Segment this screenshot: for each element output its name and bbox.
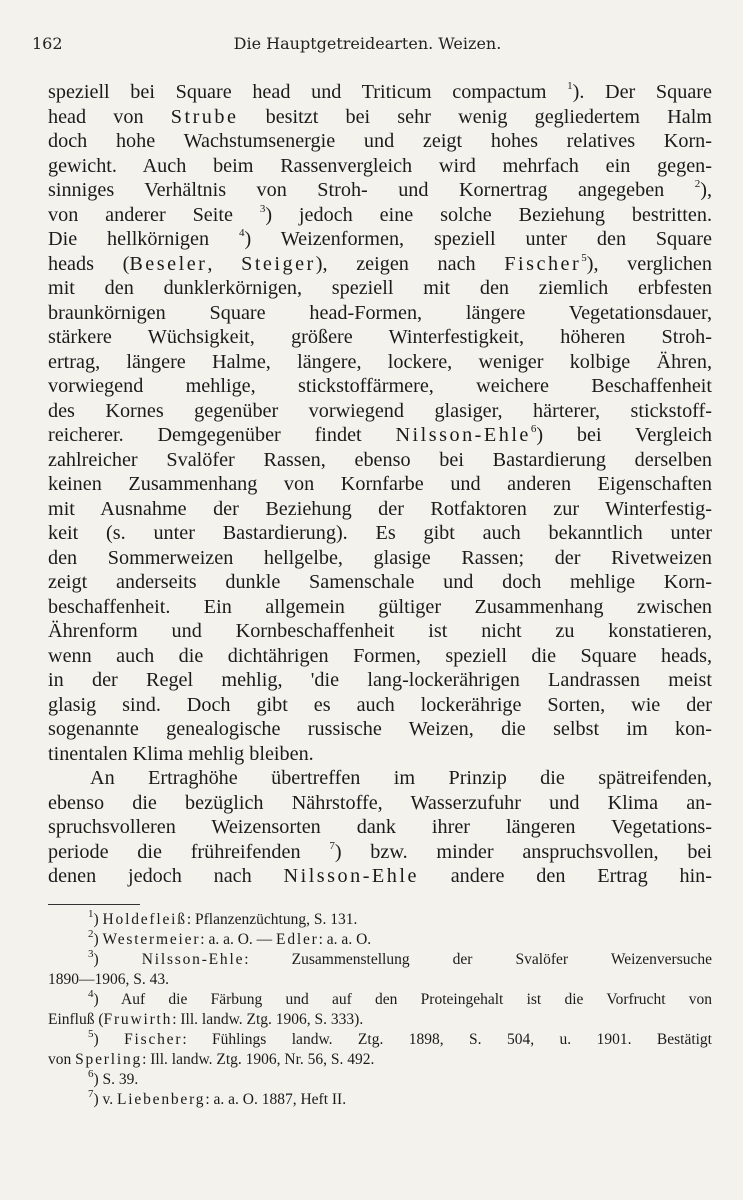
text-run: andere den Ertrag hin- xyxy=(418,865,712,887)
text-line xyxy=(48,815,712,840)
text-run: vorwiegend mehlige, stickstoffärmere, weichere Beschaffenheit xyxy=(48,375,712,397)
footnote-ref: 7 xyxy=(88,1087,94,1100)
text-run: An Ertraghöhe übertreffen im Prinzip die spätreifenden, xyxy=(90,767,712,789)
text-run: ebenso die bezüglich Nährstoffe, Wasserzufuhr und Klima an- xyxy=(48,791,712,814)
footnote-line xyxy=(48,1067,712,1090)
text-run: ) bei Vergleich xyxy=(536,424,713,446)
text-run: glasig sind. Doch gibt es auch lockerährige Sorten, wie der xyxy=(48,693,712,716)
text-line xyxy=(48,864,712,889)
text-run: : a. a. O. xyxy=(318,931,372,948)
footnote-rule xyxy=(48,904,140,905)
text-line xyxy=(48,472,712,497)
text-line xyxy=(48,276,712,301)
author-name: Holdefleiß xyxy=(102,911,187,928)
text-run: : Ill. landw. Ztg. 1906, S. 333). xyxy=(172,1011,364,1028)
text-run: ) xyxy=(93,1031,125,1048)
text-run: von xyxy=(48,1051,76,1068)
author-name: Nilsson-Ehle xyxy=(395,424,531,446)
footnote-ref: 6 xyxy=(530,423,537,436)
text-line xyxy=(48,619,712,644)
text-run: ) v. xyxy=(93,1091,118,1108)
footnote-ref: 2 xyxy=(88,927,94,940)
text-run: Einfluß ( xyxy=(48,1011,104,1028)
text-run: mit den dunklerkörnigen, speziell mit den ziemlich erbfesten xyxy=(48,277,712,299)
text-run: ertrag, längere Halme, längere, lockere, weniger kolbige Ähren, xyxy=(48,350,712,373)
text-line xyxy=(48,350,712,375)
running-title: Die Hauptgetreidearten. Weizen. xyxy=(233,34,502,53)
text-line xyxy=(48,301,712,326)
text-run: ) Auf die Färbung und auf den Proteingehalt ist die Vorfrucht von xyxy=(93,991,712,1008)
text-line xyxy=(48,791,712,816)
author-name: Steiger xyxy=(241,252,316,275)
text-run: head von xyxy=(48,105,171,128)
author-name: Strube xyxy=(170,105,239,128)
text-run: sogenannte genealogische russische Weizen, die selbst im kon- xyxy=(48,718,712,740)
text-run: besitzt bei sehr wenig gegliedertem Halm xyxy=(238,105,712,128)
text-run: von anderer Seite xyxy=(48,203,260,226)
text-line xyxy=(48,521,712,546)
text-run: : Fühlings landw. Ztg. 1898, S. 504, u. 1901. Bestätigt xyxy=(182,1031,712,1048)
text-run: sinniges Verhältnis von Stroh- und Kornertrag angegeben xyxy=(48,179,695,201)
text-line xyxy=(48,595,712,620)
author-name: Beseler xyxy=(129,252,208,275)
author-name: Fischer xyxy=(504,252,582,275)
text-run: keinen Zusammenhang von Kornfarbe und anderen Eigenschaften xyxy=(48,473,712,495)
text-run: braunkörnigen Square head-Formen, längere Vegetationsdauer, xyxy=(48,301,712,324)
text-line xyxy=(48,497,712,522)
text-run: heads ( xyxy=(48,252,130,275)
footnote-line xyxy=(48,927,712,950)
footnote-ref: 1 xyxy=(567,80,573,93)
footnote-line xyxy=(48,1050,712,1070)
text-line xyxy=(48,717,712,742)
footnote-line xyxy=(48,1010,712,1030)
text-run: ) jedoch eine solche Beziehung bestritten. xyxy=(265,203,712,226)
text-run: , xyxy=(207,252,242,275)
text-run: gewicht. Auch beim Rassenvergleich wird mehrfach ein gegen- xyxy=(48,154,712,177)
text-run: : Ill. landw. Ztg. 1906, Nr. 56, S. 492. xyxy=(142,1051,375,1068)
text-run: speziell bei Square head und Triticum compactum xyxy=(48,81,568,103)
footnote-line xyxy=(48,987,712,1010)
footnote-line xyxy=(48,1087,712,1110)
text-run: : Zusammenstellung der Svalöfer Weizenversuche xyxy=(244,951,712,968)
text-run: ), zeigen nach xyxy=(315,252,505,275)
text-run: Ährenform und Kornbeschaffenheit ist nicht zu konstatieren, xyxy=(48,620,712,642)
footnote-line xyxy=(48,907,712,930)
footnote-ref: 4 xyxy=(88,987,94,1000)
text-line xyxy=(48,546,712,571)
text-run: beschaffenheit. Ein allgemein gültiger Zusammenhang zwischen xyxy=(48,595,712,618)
text-line xyxy=(48,105,712,130)
text-line xyxy=(48,325,712,350)
text-line xyxy=(48,178,712,203)
text-run: mit Ausnahme der Beziehung der Rotfaktoren zur Winterfestig- xyxy=(48,497,712,520)
text-line xyxy=(48,129,712,154)
author-name: Fischer xyxy=(124,1031,183,1048)
text-run: stärkere Wüchsigkeit, größere Winterfestigkeit, höheren Stroh- xyxy=(48,326,712,348)
text-run: den Sommerweizen hellgelbe, glasige Rassen; der Rivetweizen xyxy=(48,546,712,569)
author-name: Fruwirth xyxy=(103,1011,173,1028)
footnote-ref: 3 xyxy=(88,947,94,960)
text-line xyxy=(48,80,712,105)
author-name: Nilsson-Ehle xyxy=(141,951,245,968)
footnote-ref: 5 xyxy=(581,251,587,264)
footnote-ref: 6 xyxy=(88,1067,94,1080)
text-line xyxy=(48,742,712,767)
text-run: wenn auch die dichtährigen Formen, speziell die Square heads, xyxy=(48,644,712,667)
footnote-ref: 5 xyxy=(88,1027,94,1040)
text-run: ) bzw. minder anspruchsvollen, bei xyxy=(334,840,713,863)
text-line xyxy=(48,570,712,595)
text-run: doch hohe Wachstumsenergie und zeigt hohes relatives Korn- xyxy=(48,130,712,152)
text-line xyxy=(48,399,712,424)
text-run: ) xyxy=(93,951,142,968)
text-line xyxy=(48,227,712,252)
author-name: Edler xyxy=(276,931,319,948)
text-run: ) xyxy=(93,911,103,928)
text-line xyxy=(48,766,712,791)
text-run: keit (s. unter Bastardierung). Es gibt auch bekanntlich unter xyxy=(48,522,712,544)
text-run: ) Weizenformen, speziell unter den Square xyxy=(244,228,712,250)
author-name: Westermeier xyxy=(102,931,201,948)
text-line xyxy=(48,374,712,399)
footnote-ref: 3 xyxy=(259,202,266,215)
text-run: zeigt anderseits dunkle Samenschale und doch mehlige Korn- xyxy=(48,571,712,593)
text-run: 1890—1906, S. 43. xyxy=(48,971,169,988)
page-header xyxy=(32,34,703,58)
text-run: Die hellkörnigen xyxy=(48,228,239,250)
text-run: : a. a. O. 1887, Heft II. xyxy=(205,1091,347,1108)
text-run: tinentalen Klima mehlig bleiben. xyxy=(48,742,314,765)
text-run: spruchsvolleren Weizensorten dank ihrer längeren Vegetations- xyxy=(48,816,712,838)
author-name: Sperling xyxy=(75,1051,143,1068)
footnotes xyxy=(48,907,712,1110)
text-line xyxy=(48,693,712,718)
footnote-line xyxy=(48,947,712,970)
text-line xyxy=(48,203,712,228)
text-line xyxy=(48,840,712,865)
text-line xyxy=(48,668,712,693)
text-run: in der Regel mehlig, 'die lang-lockerährigen Landrassen meist xyxy=(48,669,712,691)
text-line xyxy=(48,252,712,277)
footnote-line xyxy=(48,970,712,990)
footnote-line xyxy=(48,1027,712,1050)
footnote-ref: 7 xyxy=(329,839,335,852)
text-line xyxy=(48,644,712,669)
text-run: ), xyxy=(700,179,712,201)
text-run: ) S. 39. xyxy=(93,1071,139,1088)
text-line xyxy=(48,154,712,179)
text-run: ). Der Square xyxy=(572,81,712,103)
text-line xyxy=(48,448,712,473)
text-run: zahlreicher Svalöfer Rassen, ebenso bei Bastardierung derselben xyxy=(48,448,712,471)
text-line xyxy=(48,423,712,448)
text-run: ) xyxy=(93,931,103,948)
text-run: periode die frühreifenden xyxy=(48,840,330,863)
text-run: des Kornes gegenüber vorwiegend glasiger, härterer, stickstoff- xyxy=(48,399,712,422)
author-name: Liebenberg xyxy=(117,1091,206,1108)
footnote-ref: 4 xyxy=(238,227,245,240)
text-run: denen jedoch nach xyxy=(48,865,284,887)
author-name: Nilsson-Ehle xyxy=(283,865,419,887)
text-run: : a. a. O. — xyxy=(200,931,277,948)
text-run: reicherer. Demgegenüber findet xyxy=(48,424,396,446)
text-run: ), verglichen xyxy=(586,252,712,275)
page-number: 162 xyxy=(32,34,63,53)
footnote-ref: 2 xyxy=(694,178,701,191)
text-run: : Pflanzenzüchtung, S. 131. xyxy=(186,911,358,928)
body-text xyxy=(48,80,712,889)
footnote-ref: 1 xyxy=(88,907,94,920)
